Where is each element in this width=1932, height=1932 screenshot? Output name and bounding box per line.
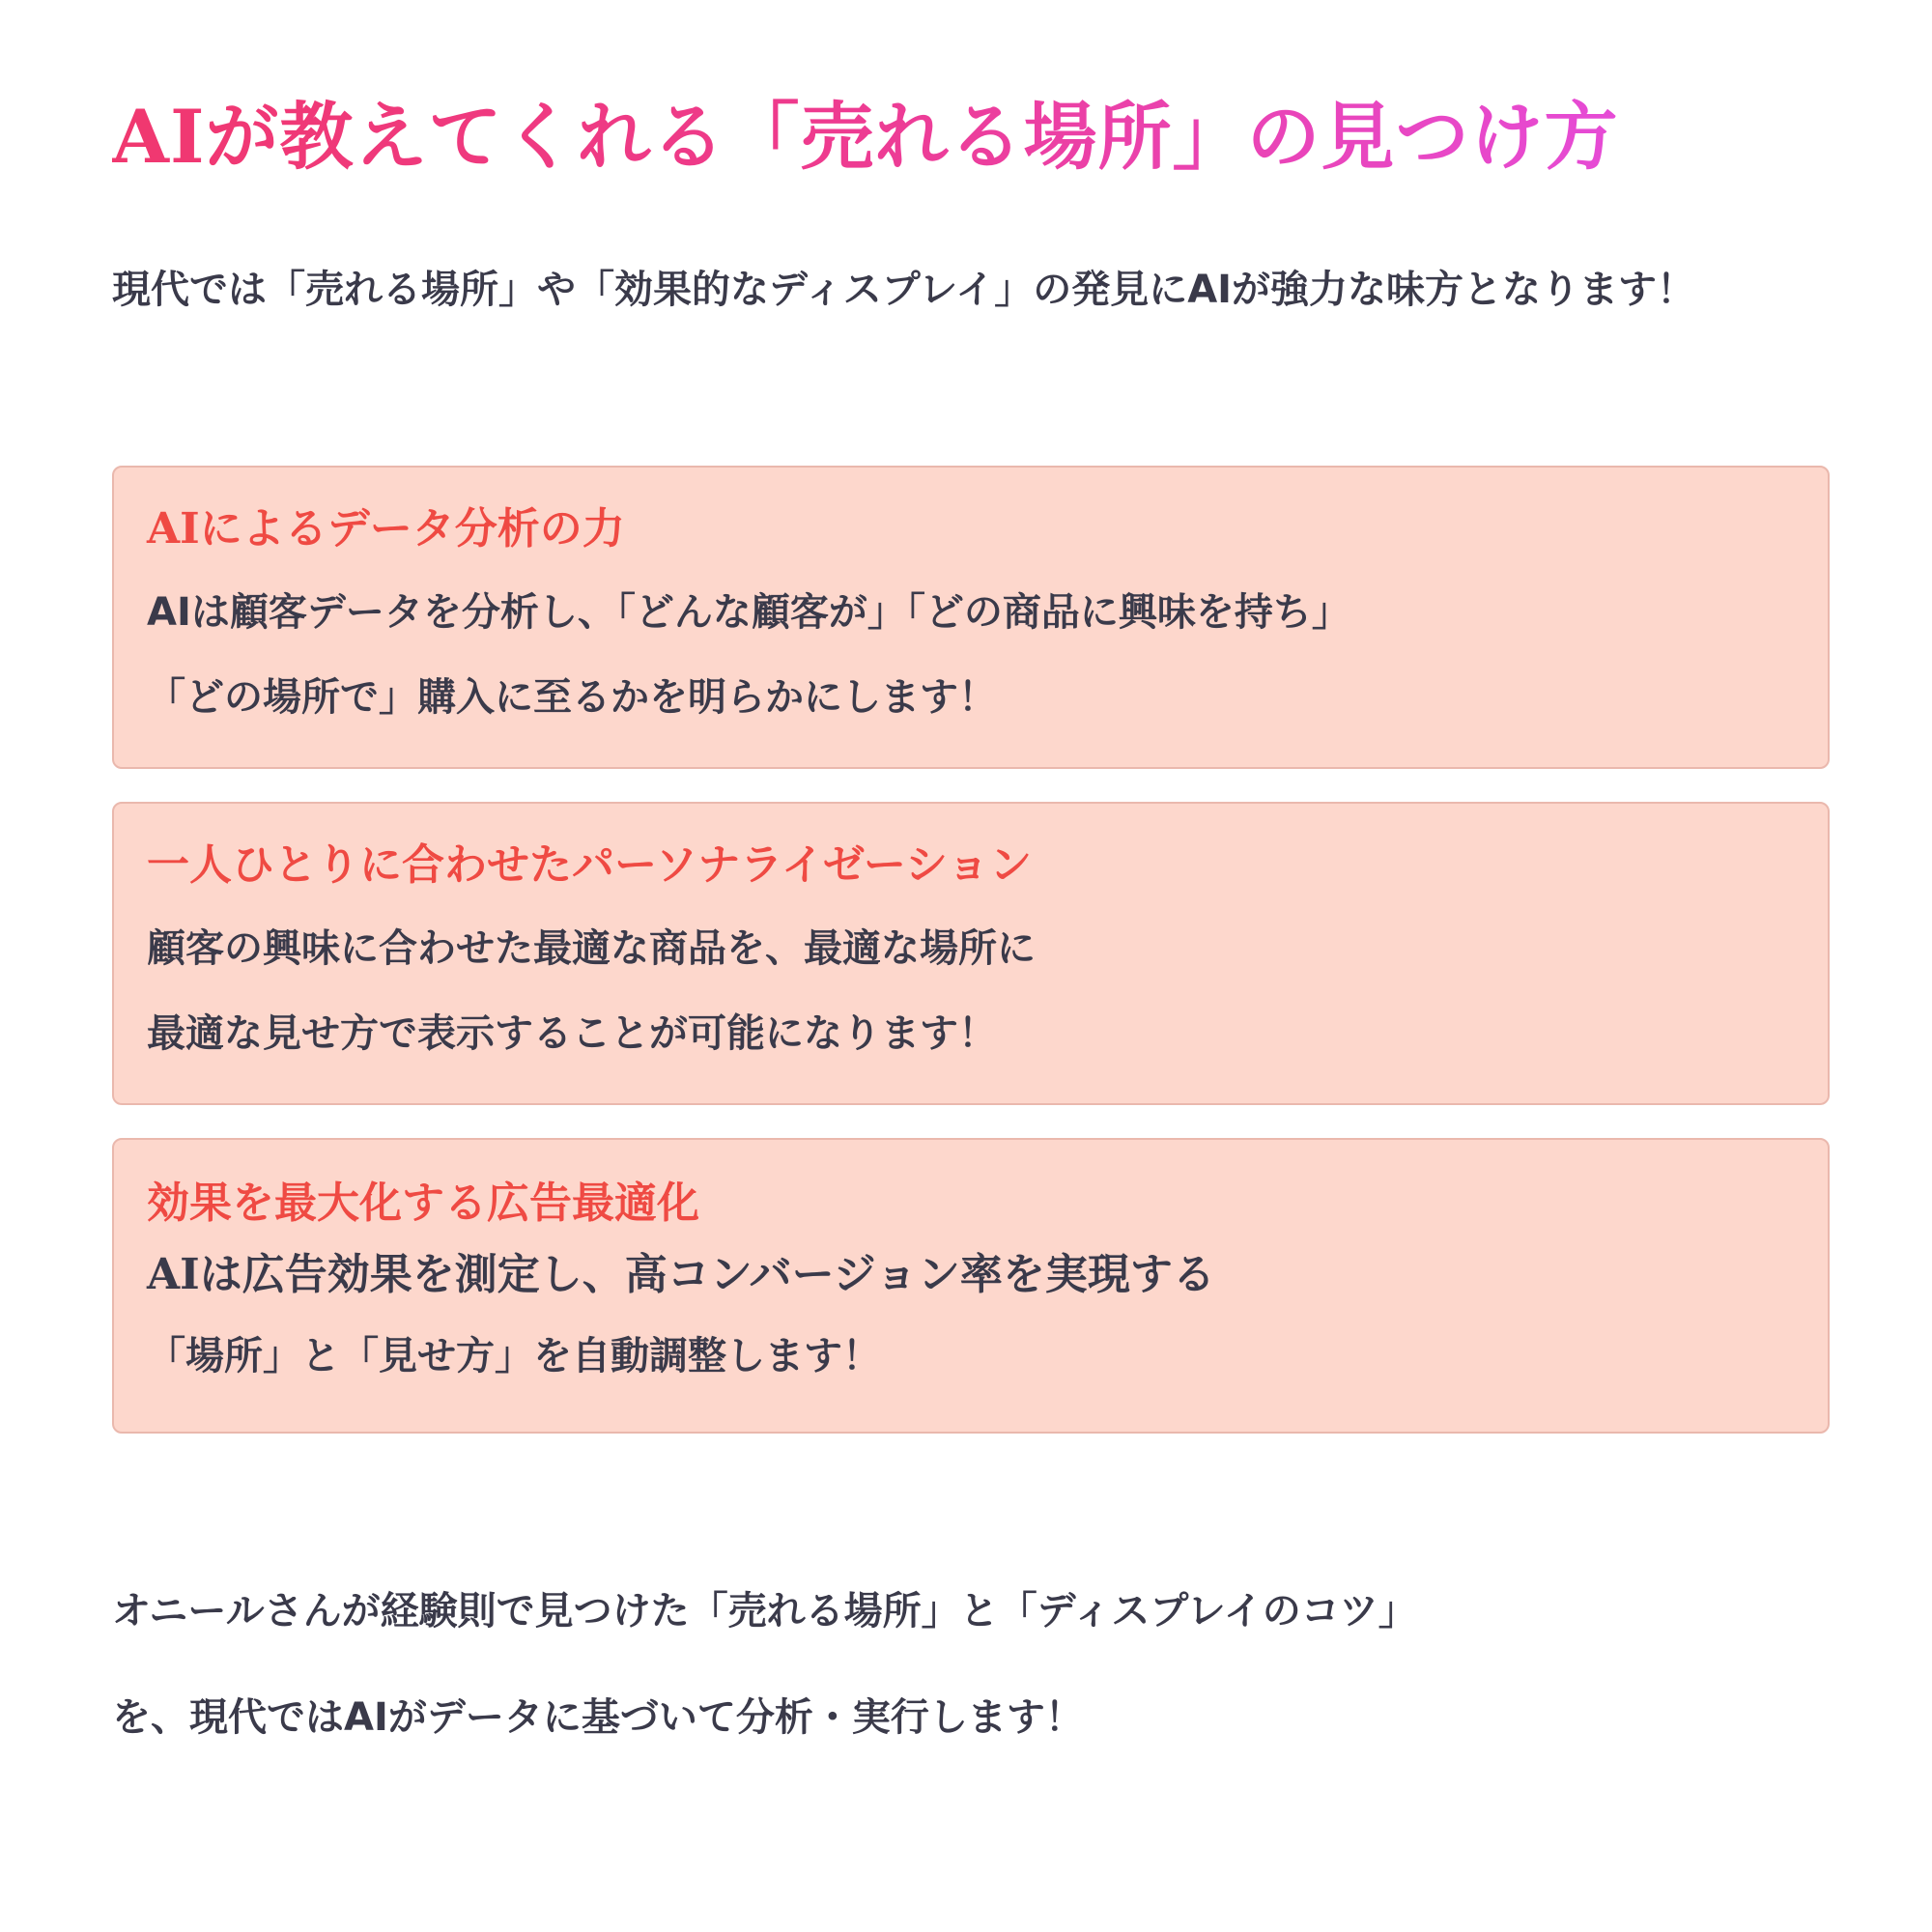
card-title: AIによるデータ分析の力 <box>147 504 625 554</box>
card-text-line: 顧客の興味に合わせた最適な商品を、最適な場所に <box>147 926 1036 971</box>
card-text-line: AIは広告効果を測定し、高コンバージョン率を実現する <box>147 1250 1215 1299</box>
card-text-line: 「場所」と「見せ方」を自動調整します！ <box>147 1334 881 1378</box>
card-text-line: 「どの場所で」購入に至るかを明らかにします！ <box>147 675 997 720</box>
card-personalization <box>112 802 1830 1105</box>
outro-text-line: オニールさんが経験則で見つけた「売れる場所」と「ディスプレイのコツ」 <box>112 1589 1417 1634</box>
card-text-line: AIは顧客データを分析し、「どんな顧客が」「どの商品に興味を持ち」 <box>147 590 1350 635</box>
card-title: 効果を最大化する広告最適化 <box>147 1179 699 1228</box>
intro-text: 現代では「売れる場所」や「効果的なディスプレイ」の発見にAIが強力な味方となります！ <box>112 268 1696 312</box>
page-title: AIが教えてくれる「売れる場所」の見つけ方 <box>112 89 1619 185</box>
card-title: 一人ひとりに合わせたパーソナライゼーション <box>147 840 1033 890</box>
card-data-analysis <box>112 466 1830 769</box>
outro-text-line: を、現代ではAIがデータに基づいて分析・実行します！ <box>112 1695 1084 1740</box>
card-text-line: 最適な見せ方で表示することが可能になります！ <box>147 1011 997 1056</box>
card-ad-optimization <box>112 1138 1830 1434</box>
